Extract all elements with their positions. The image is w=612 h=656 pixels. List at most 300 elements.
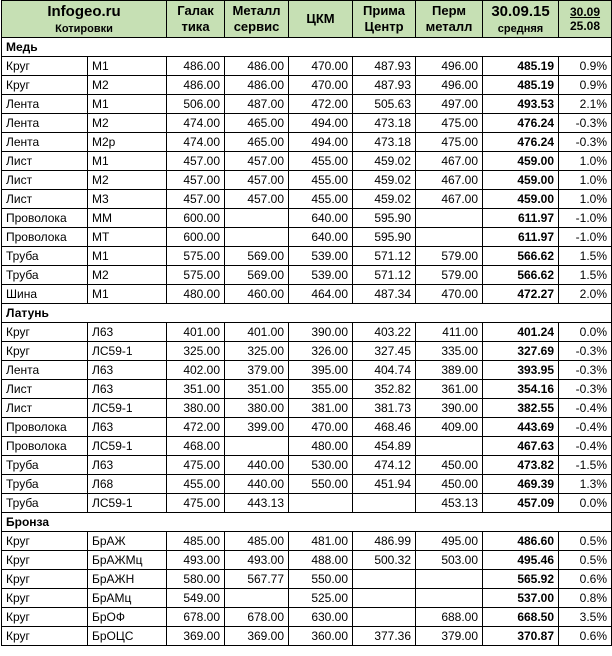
- price-cell: 505.63: [353, 95, 416, 114]
- price-cell: 468.00: [167, 437, 225, 456]
- price-cell: [225, 228, 289, 247]
- grade-cell: М3: [88, 190, 167, 209]
- shape-cell: Лист: [2, 171, 88, 190]
- price-cell: [416, 589, 483, 608]
- grade-cell: Л63: [88, 361, 167, 380]
- price-cell: 678.00: [167, 608, 225, 627]
- grade-cell: БрАЖН: [88, 570, 167, 589]
- price-cell: 470.00: [416, 285, 483, 304]
- price-cell: 326.00: [289, 342, 353, 361]
- price-cell: 575.00: [167, 266, 225, 285]
- table-row: [2, 247, 612, 266]
- supplier-header-ckm: ЦКМ: [289, 1, 353, 38]
- table-row: [2, 114, 612, 133]
- price-cell: 539.00: [289, 266, 353, 285]
- price-cell: 440.00: [225, 475, 289, 494]
- shape-cell: Круг: [2, 627, 88, 646]
- shape-cell: Проволока: [2, 418, 88, 437]
- price-cell: 352.82: [353, 380, 416, 399]
- shape-cell: Круг: [2, 551, 88, 570]
- price-cell: 494.00: [289, 114, 353, 133]
- price-cell: 678.00: [225, 608, 289, 627]
- table-row: [2, 342, 612, 361]
- change-header: [559, 1, 612, 38]
- price-cell: 487.93: [353, 76, 416, 95]
- average-cell: 486.60: [483, 532, 559, 551]
- shape-cell: Круг: [2, 608, 88, 627]
- price-cell: 496.00: [416, 76, 483, 95]
- price-cell: 379.00: [225, 361, 289, 380]
- price-cell: 390.00: [289, 323, 353, 342]
- supplier-header-galaktika: Галак тика: [167, 1, 225, 38]
- price-cell: 381.73: [353, 399, 416, 418]
- table-row: [2, 76, 612, 95]
- grade-cell: М1: [88, 152, 167, 171]
- table-row: [2, 627, 612, 646]
- table-row: [2, 608, 612, 627]
- shape-cell: Труба: [2, 266, 88, 285]
- average-cell: 472.27: [483, 285, 559, 304]
- average-cell: 476.24: [483, 133, 559, 152]
- table-row: [2, 380, 612, 399]
- grade-cell: М2: [88, 171, 167, 190]
- price-cell: 450.00: [416, 475, 483, 494]
- price-cell: 500.32: [353, 551, 416, 570]
- price-cell: 475.00: [416, 114, 483, 133]
- shape-cell: Лист: [2, 190, 88, 209]
- price-cell: 550.00: [289, 475, 353, 494]
- price-cell: 470.00: [289, 418, 353, 437]
- price-cell: 355.00: [289, 380, 353, 399]
- grade-cell: М2: [88, 266, 167, 285]
- table-row: [2, 285, 612, 304]
- price-cell: 495.00: [416, 532, 483, 551]
- average-header: [483, 1, 559, 38]
- price-cell: 379.00: [416, 627, 483, 646]
- price-cell: 595.90: [353, 209, 416, 228]
- grade-cell: ЛС59-1: [88, 342, 167, 361]
- change-cell: 0.0%: [559, 323, 612, 342]
- grade-cell: М2: [88, 76, 167, 95]
- average-cell: 354.16: [483, 380, 559, 399]
- average-cell: 485.19: [483, 76, 559, 95]
- price-cell: 486.00: [167, 76, 225, 95]
- price-cell: 465.00: [225, 133, 289, 152]
- grade-cell: М1: [88, 247, 167, 266]
- price-cell: [416, 570, 483, 589]
- change-cell: -1.0%: [559, 209, 612, 228]
- average-cell: 457.09: [483, 494, 559, 513]
- grade-cell: ЛС59-1: [88, 399, 167, 418]
- change-cell: 1.3%: [559, 475, 612, 494]
- grade-cell: ЛС59-1: [88, 437, 167, 456]
- price-cell: 549.00: [167, 589, 225, 608]
- average-cell: 443.69: [483, 418, 559, 437]
- price-cell: 351.00: [225, 380, 289, 399]
- price-cell: 539.00: [289, 247, 353, 266]
- change-cell: 0.0%: [559, 494, 612, 513]
- price-cell: [289, 494, 353, 513]
- price-cell: 380.00: [167, 399, 225, 418]
- change-cell: -0.3%: [559, 114, 612, 133]
- average-cell: 393.95: [483, 361, 559, 380]
- price-cell: 472.00: [289, 95, 353, 114]
- price-cell: 475.00: [416, 133, 483, 152]
- grade-cell: М1: [88, 285, 167, 304]
- table-row: [2, 323, 612, 342]
- price-cell: 571.12: [353, 247, 416, 266]
- section-row: [2, 513, 612, 532]
- price-cell: 475.00: [167, 456, 225, 475]
- average-cell: 459.00: [483, 190, 559, 209]
- shape-cell: Лента: [2, 95, 88, 114]
- shape-cell: Проволока: [2, 228, 88, 247]
- change-cell: 0.9%: [559, 76, 612, 95]
- price-cell: 457.00: [167, 152, 225, 171]
- price-cell: 401.00: [167, 323, 225, 342]
- price-cell: 351.00: [167, 380, 225, 399]
- shape-cell: Круг: [2, 570, 88, 589]
- average-cell: 382.55: [483, 399, 559, 418]
- price-cell: 487.34: [353, 285, 416, 304]
- grade-cell: БрАЖ: [88, 532, 167, 551]
- price-cell: 487.93: [353, 57, 416, 76]
- table-row: [2, 589, 612, 608]
- shape-cell: Шина: [2, 285, 88, 304]
- price-cell: 488.00: [289, 551, 353, 570]
- table-row: [2, 209, 612, 228]
- price-cell: 335.00: [416, 342, 483, 361]
- change-cell: -0.3%: [559, 342, 612, 361]
- supplier-header-perm: Перм металл: [416, 1, 483, 38]
- price-cell: 467.00: [416, 171, 483, 190]
- price-cell: 443.13: [225, 494, 289, 513]
- price-cell: 530.00: [289, 456, 353, 475]
- price-cell: 457.00: [167, 171, 225, 190]
- price-cell: 630.00: [289, 608, 353, 627]
- price-cell: 465.00: [225, 114, 289, 133]
- shape-cell: Труба: [2, 475, 88, 494]
- shape-cell: Лента: [2, 361, 88, 380]
- shape-cell: Лист: [2, 380, 88, 399]
- table-row: [2, 570, 612, 589]
- price-cell: [353, 589, 416, 608]
- average-cell: 473.82: [483, 456, 559, 475]
- change-cell: 1.0%: [559, 171, 612, 190]
- price-cell: 455.00: [167, 475, 225, 494]
- table-row: [2, 95, 612, 114]
- table-row: [2, 171, 612, 190]
- price-cell: 580.00: [167, 570, 225, 589]
- shape-cell: Труба: [2, 494, 88, 513]
- table-row: [2, 418, 612, 437]
- average-cell: 668.50: [483, 608, 559, 627]
- price-cell: 360.00: [289, 627, 353, 646]
- change-cell: -1.0%: [559, 228, 612, 247]
- average-cell: 370.87: [483, 627, 559, 646]
- average-cell: 611.97: [483, 228, 559, 247]
- shape-cell: Труба: [2, 456, 88, 475]
- price-cell: 450.00: [416, 456, 483, 475]
- table-row: [2, 152, 612, 171]
- change-cell: 0.5%: [559, 532, 612, 551]
- price-cell: 459.02: [353, 190, 416, 209]
- change-date: 30.09: [570, 5, 601, 19]
- shape-cell: Лента: [2, 133, 88, 152]
- price-cell: 493.00: [225, 551, 289, 570]
- shape-cell: Лист: [2, 152, 88, 171]
- change-cell: 2.0%: [559, 285, 612, 304]
- price-cell: [353, 570, 416, 589]
- price-cell: 493.00: [167, 551, 225, 570]
- grade-cell: ЛС59-1: [88, 494, 167, 513]
- price-cell: 486.00: [225, 76, 289, 95]
- average-cell: 327.69: [483, 342, 559, 361]
- price-cell: 369.00: [225, 627, 289, 646]
- price-cell: 486.00: [167, 57, 225, 76]
- average-cell: 401.24: [483, 323, 559, 342]
- price-cell: [353, 608, 416, 627]
- price-cell: 460.00: [225, 285, 289, 304]
- price-cell: 571.12: [353, 266, 416, 285]
- price-cell: 457.00: [225, 190, 289, 209]
- average-cell: 566.62: [483, 247, 559, 266]
- price-cell: 361.00: [416, 380, 483, 399]
- price-cell: 457.00: [225, 152, 289, 171]
- section-title: Медь: [2, 38, 612, 57]
- table-row: [2, 475, 612, 494]
- shape-cell: Лист: [2, 399, 88, 418]
- section-title: Латунь: [2, 304, 612, 323]
- section-row: [2, 304, 612, 323]
- price-cell: 455.00: [289, 171, 353, 190]
- price-cell: 474.00: [167, 133, 225, 152]
- price-cell: [353, 494, 416, 513]
- shape-cell: Круг: [2, 323, 88, 342]
- grade-cell: Л68: [88, 475, 167, 494]
- grade-cell: БрОЦС: [88, 627, 167, 646]
- grade-cell: БрОФ: [88, 608, 167, 627]
- price-cell: 575.00: [167, 247, 225, 266]
- price-cell: 473.18: [353, 114, 416, 133]
- price-cell: 569.00: [225, 266, 289, 285]
- price-cell: 411.00: [416, 323, 483, 342]
- price-cell: 470.00: [289, 57, 353, 76]
- price-cell: 485.00: [167, 532, 225, 551]
- average-cell: 537.00: [483, 589, 559, 608]
- shape-cell: Лента: [2, 114, 88, 133]
- price-cell: 369.00: [167, 627, 225, 646]
- price-cell: 640.00: [289, 228, 353, 247]
- average-cell: 459.00: [483, 152, 559, 171]
- brand-cell: [2, 1, 167, 38]
- grade-cell: Л63: [88, 380, 167, 399]
- price-cell: 380.00: [225, 399, 289, 418]
- table-row: [2, 190, 612, 209]
- section-title: Бронза: [2, 513, 612, 532]
- price-cell: 459.02: [353, 171, 416, 190]
- price-cell: 474.00: [167, 114, 225, 133]
- price-cell: 464.00: [289, 285, 353, 304]
- price-cell: 472.00: [167, 418, 225, 437]
- change-cell: 0.9%: [559, 57, 612, 76]
- change-cell: 1.5%: [559, 247, 612, 266]
- price-cell: 401.00: [225, 323, 289, 342]
- brand-subtitle: Котировки: [55, 23, 113, 35]
- grade-cell: Л63: [88, 323, 167, 342]
- price-cell: 474.12: [353, 456, 416, 475]
- grade-cell: М1: [88, 95, 167, 114]
- quote-date: 30.09.15: [491, 3, 550, 20]
- price-cell: 451.94: [353, 475, 416, 494]
- price-cell: 688.00: [416, 608, 483, 627]
- table-row: [2, 133, 612, 152]
- shape-cell: Круг: [2, 342, 88, 361]
- grade-cell: Л63: [88, 456, 167, 475]
- average-cell: 459.00: [483, 171, 559, 190]
- table-row: [2, 266, 612, 285]
- price-cell: 475.00: [167, 494, 225, 513]
- price-cell: 496.00: [416, 57, 483, 76]
- average-cell: 493.53: [483, 95, 559, 114]
- change-cell: -1.5%: [559, 456, 612, 475]
- section-row: [2, 38, 612, 57]
- price-cell: 497.00: [416, 95, 483, 114]
- price-cell: [416, 437, 483, 456]
- price-cell: 506.00: [167, 95, 225, 114]
- price-cell: 525.00: [289, 589, 353, 608]
- average-cell: 611.97: [483, 209, 559, 228]
- supplier-header-prima: Прима Центр: [353, 1, 416, 38]
- price-cell: 470.00: [289, 76, 353, 95]
- table-row: [2, 228, 612, 247]
- price-cell: 640.00: [289, 209, 353, 228]
- price-cell: 409.00: [416, 418, 483, 437]
- table-row: [2, 456, 612, 475]
- shape-cell: Круг: [2, 589, 88, 608]
- price-cell: 457.00: [225, 171, 289, 190]
- average-cell: 566.62: [483, 266, 559, 285]
- average-cell: 565.92: [483, 570, 559, 589]
- shape-cell: Круг: [2, 532, 88, 551]
- average-cell: 495.46: [483, 551, 559, 570]
- shape-cell: Круг: [2, 57, 88, 76]
- price-cell: 467.00: [416, 190, 483, 209]
- price-cell: 402.00: [167, 361, 225, 380]
- price-cell: 399.00: [225, 418, 289, 437]
- change-cell: -0.4%: [559, 437, 612, 456]
- price-cell: [225, 209, 289, 228]
- change-cell: 0.8%: [559, 589, 612, 608]
- price-cell: 457.00: [167, 190, 225, 209]
- price-cell: 485.00: [225, 532, 289, 551]
- price-cell: 473.18: [353, 133, 416, 152]
- shape-cell: Проволока: [2, 209, 88, 228]
- price-cell: 455.00: [289, 152, 353, 171]
- price-cell: 503.00: [416, 551, 483, 570]
- shape-cell: Круг: [2, 76, 88, 95]
- price-cell: 404.74: [353, 361, 416, 380]
- table-row: [2, 361, 612, 380]
- grade-cell: БрАЖМц: [88, 551, 167, 570]
- change-cell: 1.5%: [559, 266, 612, 285]
- table-row: [2, 494, 612, 513]
- change-cell: 1.0%: [559, 152, 612, 171]
- grade-cell: М2р: [88, 133, 167, 152]
- price-cell: 440.00: [225, 456, 289, 475]
- change-cell: -0.3%: [559, 380, 612, 399]
- brand-name: Infogeo.ru: [47, 3, 121, 20]
- table-row: [2, 57, 612, 76]
- price-cell: 595.90: [353, 228, 416, 247]
- price-cell: 494.00: [289, 133, 353, 152]
- price-cell: 327.45: [353, 342, 416, 361]
- change-cell: 3.5%: [559, 608, 612, 627]
- grade-cell: Л63: [88, 418, 167, 437]
- price-cell: 395.00: [289, 361, 353, 380]
- price-cell: 467.00: [416, 152, 483, 171]
- price-cell: 468.46: [353, 418, 416, 437]
- change-cell: 0.6%: [559, 570, 612, 589]
- price-cell: [416, 209, 483, 228]
- change-cell: 0.5%: [559, 551, 612, 570]
- table-row: [2, 437, 612, 456]
- price-cell: 377.36: [353, 627, 416, 646]
- grade-cell: МТ: [88, 228, 167, 247]
- table-row: [2, 551, 612, 570]
- change-cell: 2.1%: [559, 95, 612, 114]
- price-cell: 389.00: [416, 361, 483, 380]
- price-cell: 455.00: [289, 190, 353, 209]
- price-cell: 454.89: [353, 437, 416, 456]
- quotes-body: [2, 1, 612, 646]
- average-cell: 469.39: [483, 475, 559, 494]
- change-cell: -0.3%: [559, 361, 612, 380]
- change-cell: -0.3%: [559, 133, 612, 152]
- price-cell: 569.00: [225, 247, 289, 266]
- price-cell: 567.77: [225, 570, 289, 589]
- price-cell: 453.13: [416, 494, 483, 513]
- price-cell: 381.00: [289, 399, 353, 418]
- price-cell: 486.00: [225, 57, 289, 76]
- price-cell: 480.00: [289, 437, 353, 456]
- price-cell: 579.00: [416, 247, 483, 266]
- change-prev-date: 25.08: [570, 19, 601, 33]
- average-cell: 467.63: [483, 437, 559, 456]
- change-cell: -0.4%: [559, 399, 612, 418]
- price-cell: 550.00: [289, 570, 353, 589]
- average-label: средняя: [497, 23, 544, 35]
- shape-cell: Проволока: [2, 437, 88, 456]
- price-cell: 325.00: [225, 342, 289, 361]
- price-cell: [416, 228, 483, 247]
- change-cell: 1.0%: [559, 190, 612, 209]
- table-row: [2, 399, 612, 418]
- price-cell: 600.00: [167, 228, 225, 247]
- average-cell: 485.19: [483, 57, 559, 76]
- price-cell: 487.00: [225, 95, 289, 114]
- price-cell: 481.00: [289, 532, 353, 551]
- average-cell: 476.24: [483, 114, 559, 133]
- price-cell: 403.22: [353, 323, 416, 342]
- price-cell: 325.00: [167, 342, 225, 361]
- price-cell: 600.00: [167, 209, 225, 228]
- grade-cell: М2: [88, 114, 167, 133]
- price-cell: 486.99: [353, 532, 416, 551]
- price-cell: 390.00: [416, 399, 483, 418]
- price-cell: 480.00: [167, 285, 225, 304]
- price-cell: [225, 589, 289, 608]
